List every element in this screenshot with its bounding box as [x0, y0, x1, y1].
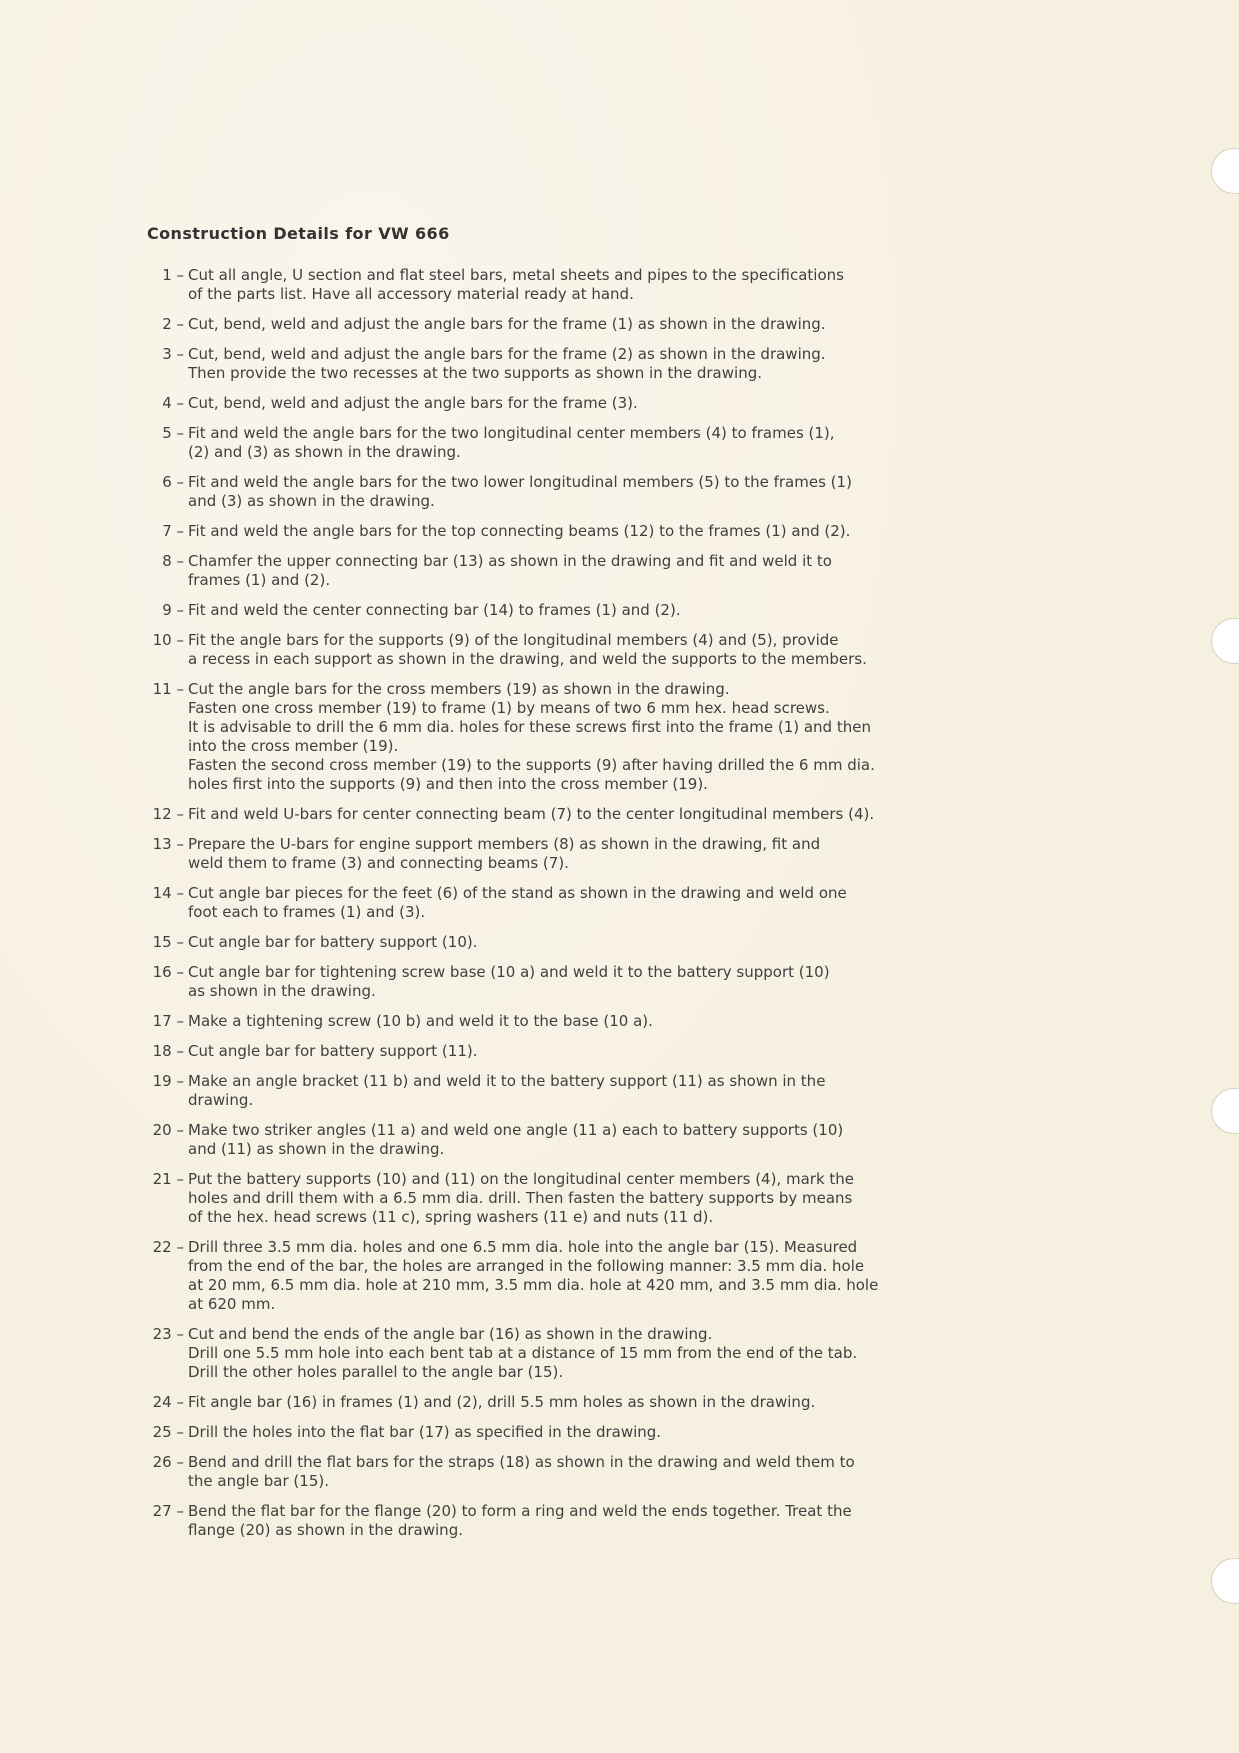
step-text-line: of the hex. head screws (11 c), spring washers (11 e) and nuts (11 d).	[188, 1208, 714, 1226]
step-text-line: (2) and (3) as shown in the drawing.	[188, 443, 461, 461]
step-number: 17 –	[152, 1012, 184, 1030]
step-item	[140, 315, 900, 334]
step-text-line: Cut angle bar pieces for the feet (6) of the stand as shown in the drawing and weld one	[188, 884, 847, 902]
step-item	[140, 1042, 900, 1061]
step-text-line: foot each to frames (1) and (3).	[188, 903, 426, 921]
step-number: 12 –	[152, 805, 184, 823]
step-number: 5 –	[162, 424, 184, 442]
step-text-line: frames (1) and (2).	[188, 571, 331, 589]
step-text-line: Make an angle bracket (11 b) and weld it to the battery support (11) as shown in the	[188, 1072, 826, 1090]
step-item	[140, 933, 900, 952]
step-text-line: Chamfer the upper connecting bar (13) as shown in the drawing and fit and weld it to	[188, 552, 832, 570]
step-item	[140, 424, 900, 462]
step-text-line: as shown in the drawing.	[188, 982, 376, 1000]
step-item	[140, 522, 900, 541]
step-number: 15 –	[152, 933, 184, 951]
step-number: 14 –	[152, 884, 184, 902]
step-number: 4 –	[162, 394, 184, 412]
step-number: 19 –	[152, 1072, 184, 1090]
step-text-line: It is advisable to drill the 6 mm dia. holes for these screws first into the frame (1) and then	[188, 718, 871, 736]
step-text-line: into the cross member (19).	[188, 737, 399, 755]
step-text-line: Make two striker angles (11 a) and weld one angle (11 a) each to battery supports (10)	[188, 1121, 844, 1139]
step-item	[140, 552, 900, 590]
step-text-line: Drill the other holes parallel to the angle bar (15).	[188, 1363, 564, 1381]
step-number: 1 –	[162, 266, 184, 284]
step-text-line: a recess in each support as shown in the drawing, and weld the supports to the members.	[188, 650, 867, 668]
step-number: 2 –	[162, 315, 184, 333]
step-number: 27 –	[152, 1502, 184, 1520]
step-text-line: weld them to frame (3) and connecting beams (7).	[188, 854, 569, 872]
step-text-line: Make a tightening screw (10 b) and weld it to the base (10 a).	[188, 1012, 653, 1030]
step-number: 25 –	[152, 1423, 184, 1441]
step-number: 3 –	[162, 345, 184, 363]
step-text-line: the angle bar (15).	[188, 1472, 329, 1490]
step-text-line: Fasten one cross member (19) to frame (1) by means of two 6 mm hex. head screws.	[188, 699, 830, 717]
step-text-line: at 620 mm.	[188, 1295, 276, 1313]
step-item	[140, 1012, 900, 1031]
step-item	[140, 1393, 900, 1412]
step-item	[140, 805, 900, 824]
step-item	[140, 1502, 900, 1540]
step-text-line: Cut and bend the ends of the angle bar (16) as shown in the drawing.	[188, 1325, 713, 1343]
step-text-line: Drill the holes into the flat bar (17) as specified in the drawing.	[188, 1423, 662, 1441]
step-text-line: and (11) as shown in the drawing.	[188, 1140, 445, 1158]
step-item	[140, 631, 900, 669]
step-item	[140, 473, 900, 511]
step-number: 18 –	[152, 1042, 184, 1060]
step-item	[140, 835, 900, 873]
step-text-line: Fit and weld the center connecting bar (14) to frames (1) and (2).	[188, 601, 681, 619]
step-text-line: Drill one 5.5 mm hole into each bent tab at a distance of 15 mm from the end of the tab.	[188, 1344, 858, 1362]
step-number: 11 –	[152, 680, 184, 698]
page-title: Construction Details for VW 666	[147, 224, 450, 243]
step-item	[140, 1423, 900, 1442]
step-text-line: Cut, bend, weld and adjust the angle bars for the frame (3).	[188, 394, 638, 412]
step-text-line: Bend and drill the flat bars for the straps (18) as shown in the drawing and weld them to	[188, 1453, 855, 1471]
step-item	[140, 1325, 900, 1382]
step-item	[140, 680, 900, 794]
step-text-line: Cut, bend, weld and adjust the angle bars for the frame (1) as shown in the drawing.	[188, 315, 826, 333]
construction-steps-list	[140, 266, 900, 1551]
step-text-line: Cut all angle, U section and flat steel bars, metal sheets and pipes to the specifications	[188, 266, 844, 284]
step-text-line: Prepare the U-bars for engine support members (8) as shown in the drawing, fit and	[188, 835, 821, 853]
step-text-line: of the parts list. Have all accessory material ready at hand.	[188, 285, 634, 303]
step-text-line: Fit the angle bars for the supports (9) of the longitudinal members (4) and (5), provide	[188, 631, 839, 649]
step-item	[140, 963, 900, 1001]
step-item	[140, 1121, 900, 1159]
step-item	[140, 1072, 900, 1110]
step-item	[140, 1453, 900, 1491]
step-number: 10 –	[152, 631, 184, 649]
step-number: 13 –	[152, 835, 184, 853]
step-text-line: holes and drill them with a 6.5 mm dia. drill. Then fasten the battery supports by means	[188, 1189, 853, 1207]
step-number: 20 –	[152, 1121, 184, 1139]
step-text-line: Cut the angle bars for the cross members (19) as shown in the drawing.	[188, 680, 730, 698]
step-text-line: at 20 mm, 6.5 mm dia. hole at 210 mm, 3.5 mm dia. hole at 420 mm, and 3.5 mm dia. hole	[188, 1276, 879, 1294]
step-text-line: and (3) as shown in the drawing.	[188, 492, 435, 510]
step-item	[140, 884, 900, 922]
step-item	[140, 601, 900, 620]
step-text-line: Fit and weld the angle bars for the two longitudinal center members (4) to frames (1),	[188, 424, 835, 442]
step-text-line: flange (20) as shown in the drawing.	[188, 1521, 463, 1539]
step-number: 7 –	[162, 522, 184, 540]
step-text-line: Fit and weld the angle bars for the two lower longitudinal members (5) to the frames (1)	[188, 473, 852, 491]
step-text-line: Cut, bend, weld and adjust the angle bars for the frame (2) as shown in the drawing.	[188, 345, 826, 363]
step-number: 24 –	[152, 1393, 184, 1411]
step-item	[140, 394, 900, 413]
step-number: 6 –	[162, 473, 184, 491]
step-number: 22 –	[152, 1238, 184, 1256]
step-number: 16 –	[152, 963, 184, 981]
step-number: 8 –	[162, 552, 184, 570]
step-number: 26 –	[152, 1453, 184, 1471]
step-item	[140, 266, 900, 304]
step-text-line: Bend the flat bar for the flange (20) to form a ring and weld the ends together. Treat the	[188, 1502, 852, 1520]
step-text-line: Fit and weld U-bars for center connecting beam (7) to the center longitudinal members (4).	[188, 805, 875, 823]
step-item	[140, 1170, 900, 1227]
step-text-line: Then provide the two recesses at the two supports as shown in the drawing.	[188, 364, 762, 382]
step-text-line: Cut angle bar for tightening screw base (10 a) and weld it to the battery support (10)	[188, 963, 830, 981]
step-text-line: Cut angle bar for battery support (10).	[188, 933, 478, 951]
step-text-line: Put the battery supports (10) and (11) on the longitudinal center members (4), mark the	[188, 1170, 855, 1188]
step-text-line: holes first into the supports (9) and then into the cross member (19).	[188, 775, 708, 793]
step-item	[140, 1238, 900, 1314]
step-item	[140, 345, 900, 383]
step-text-line: from the end of the bar, the holes are arranged in the following manner: 3.5 mm dia. hole	[188, 1257, 865, 1275]
step-text-line: drawing.	[188, 1091, 254, 1109]
step-number: 9 –	[162, 601, 184, 619]
step-number: 23 –	[152, 1325, 184, 1343]
step-text-line: Fasten the second cross member (19) to the supports (9) after having drilled the 6 mm dia.	[188, 756, 875, 774]
step-text-line: Cut angle bar for battery support (11).	[188, 1042, 478, 1060]
step-text-line: Fit and weld the angle bars for the top connecting beams (12) to the frames (1) and (2).	[188, 522, 851, 540]
step-number: 21 –	[152, 1170, 184, 1188]
step-text-line: Fit angle bar (16) in frames (1) and (2), drill 5.5 mm holes as shown in the drawing.	[188, 1393, 816, 1411]
step-text-line: Drill three 3.5 mm dia. holes and one 6.5 mm dia. hole into the angle bar (15). Measured	[188, 1238, 858, 1256]
